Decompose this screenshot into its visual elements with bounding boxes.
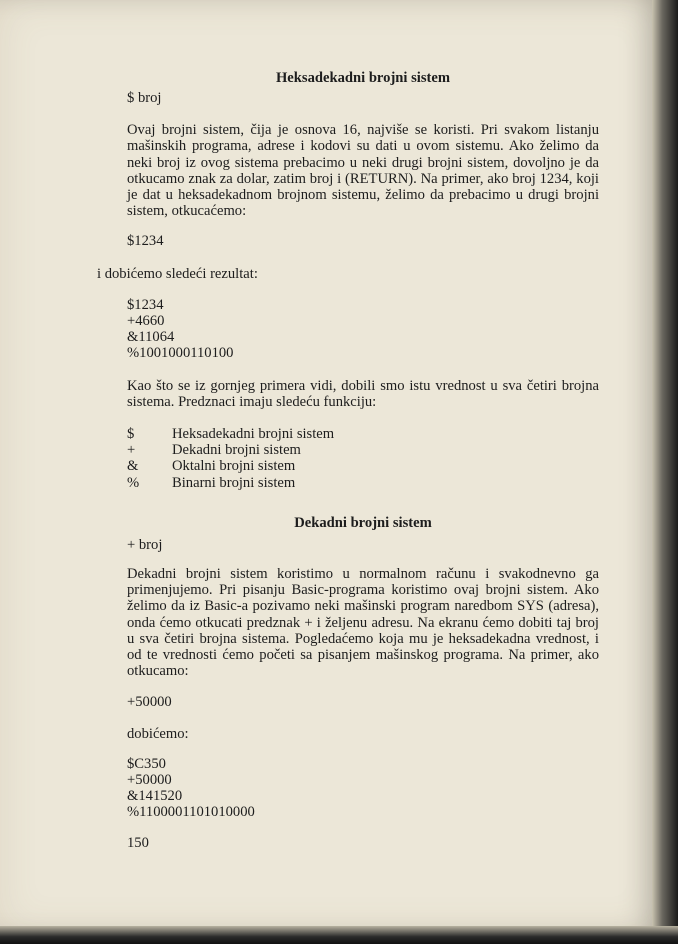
decimal-prefix-syntax: + broj <box>127 536 163 553</box>
decimal-input-example: +50000 <box>127 694 172 711</box>
decimal-results <box>127 756 599 821</box>
prefix-list <box>127 426 599 491</box>
page-bottom-edge <box>0 926 678 944</box>
result-line: $C350 <box>127 755 166 772</box>
hex-paragraph-2: i dobićemo sledeći rezultat: <box>97 265 258 282</box>
result-line: %1001000110100 <box>127 345 234 362</box>
hex-results <box>127 297 599 362</box>
prefix-row <box>127 458 599 474</box>
prefix-row <box>127 442 599 458</box>
result-line: +50000 <box>127 771 172 788</box>
prefix-symbol: % <box>127 474 140 491</box>
hex-input-example: $1234 <box>127 233 164 250</box>
section-heading-hex: Heksadekadni brojni sistem <box>275 70 451 86</box>
section-heading-decimal: Dekadni brojni sistem <box>294 514 432 531</box>
page-content <box>97 70 599 821</box>
result-line: &11064 <box>127 329 175 346</box>
hex-paragraph-1: Ovaj brojni sistem, čija je osnova 16, najviše se koristi. Pri svakom listanju mašinskih programa, adrese i kodovi su dati u ovom sistemu. Ako želimo da neki broj iz ovog sistema prebacimo u neki drugi brojni sistem, dovoljno je da otkucamo znak za dolar, zatim broj i (RETURN). Na primer, ako broj 1234, koji je dat u heksadekadnom brojnom sistemu, želimo da prebacimo u drugi brojni sistem, otkucaćemo: <box>127 122 599 220</box>
prefix-symbol: $ <box>127 425 135 442</box>
page-number: 150 <box>127 835 149 851</box>
prefix-meaning: Binarni brojni sistem <box>172 474 296 491</box>
prefix-row <box>127 475 599 491</box>
decimal-paragraph-1: Dekadni brojni sistem koristimo u normalnom računu i svakodnevno ga primenjujemo. Pri pisanju Basic-programa koristimo ovaj brojni sistem. Ako želimo da iz Basic-a pozivamo neki mašinski program naredbom SYS (adresa), onda ćemo otkucati predznak + i željenu adresu. Na ekranu ćemo dobiti taj broj u sva četiri brojna sistema. Pogledaćemo koja mu je heksadekadna vrednost, i od te vrednosti ćemo početi sa pisanjem mašinskog programa. Na primer, ako otkucamo: <box>127 565 599 680</box>
prefix-meaning: Oktalni brojni sistem <box>172 458 296 475</box>
result-line: $1234 <box>127 296 164 313</box>
prefix-meaning: Heksadekadni brojni sistem <box>172 425 335 442</box>
result-line: %1100001101010000 <box>127 804 255 821</box>
prefix-symbol: + <box>127 442 136 459</box>
decimal-paragraph-2: dobićemo: <box>127 725 189 742</box>
result-line: &141520 <box>127 788 183 805</box>
prefix-meaning: Dekadni brojni sistem <box>172 442 301 459</box>
hex-prefix-syntax: $ broj <box>127 90 162 106</box>
book-spine-shadow <box>652 0 678 944</box>
hex-paragraph-3: Kao što se iz gornjeg primera vidi, dobili smo istu vrednost u sva četiri brojna sistema. Predznaci imaju sledeću funkciju: <box>127 377 599 410</box>
prefix-row <box>127 426 599 442</box>
prefix-symbol: & <box>127 458 139 475</box>
result-line: +4660 <box>127 313 165 330</box>
